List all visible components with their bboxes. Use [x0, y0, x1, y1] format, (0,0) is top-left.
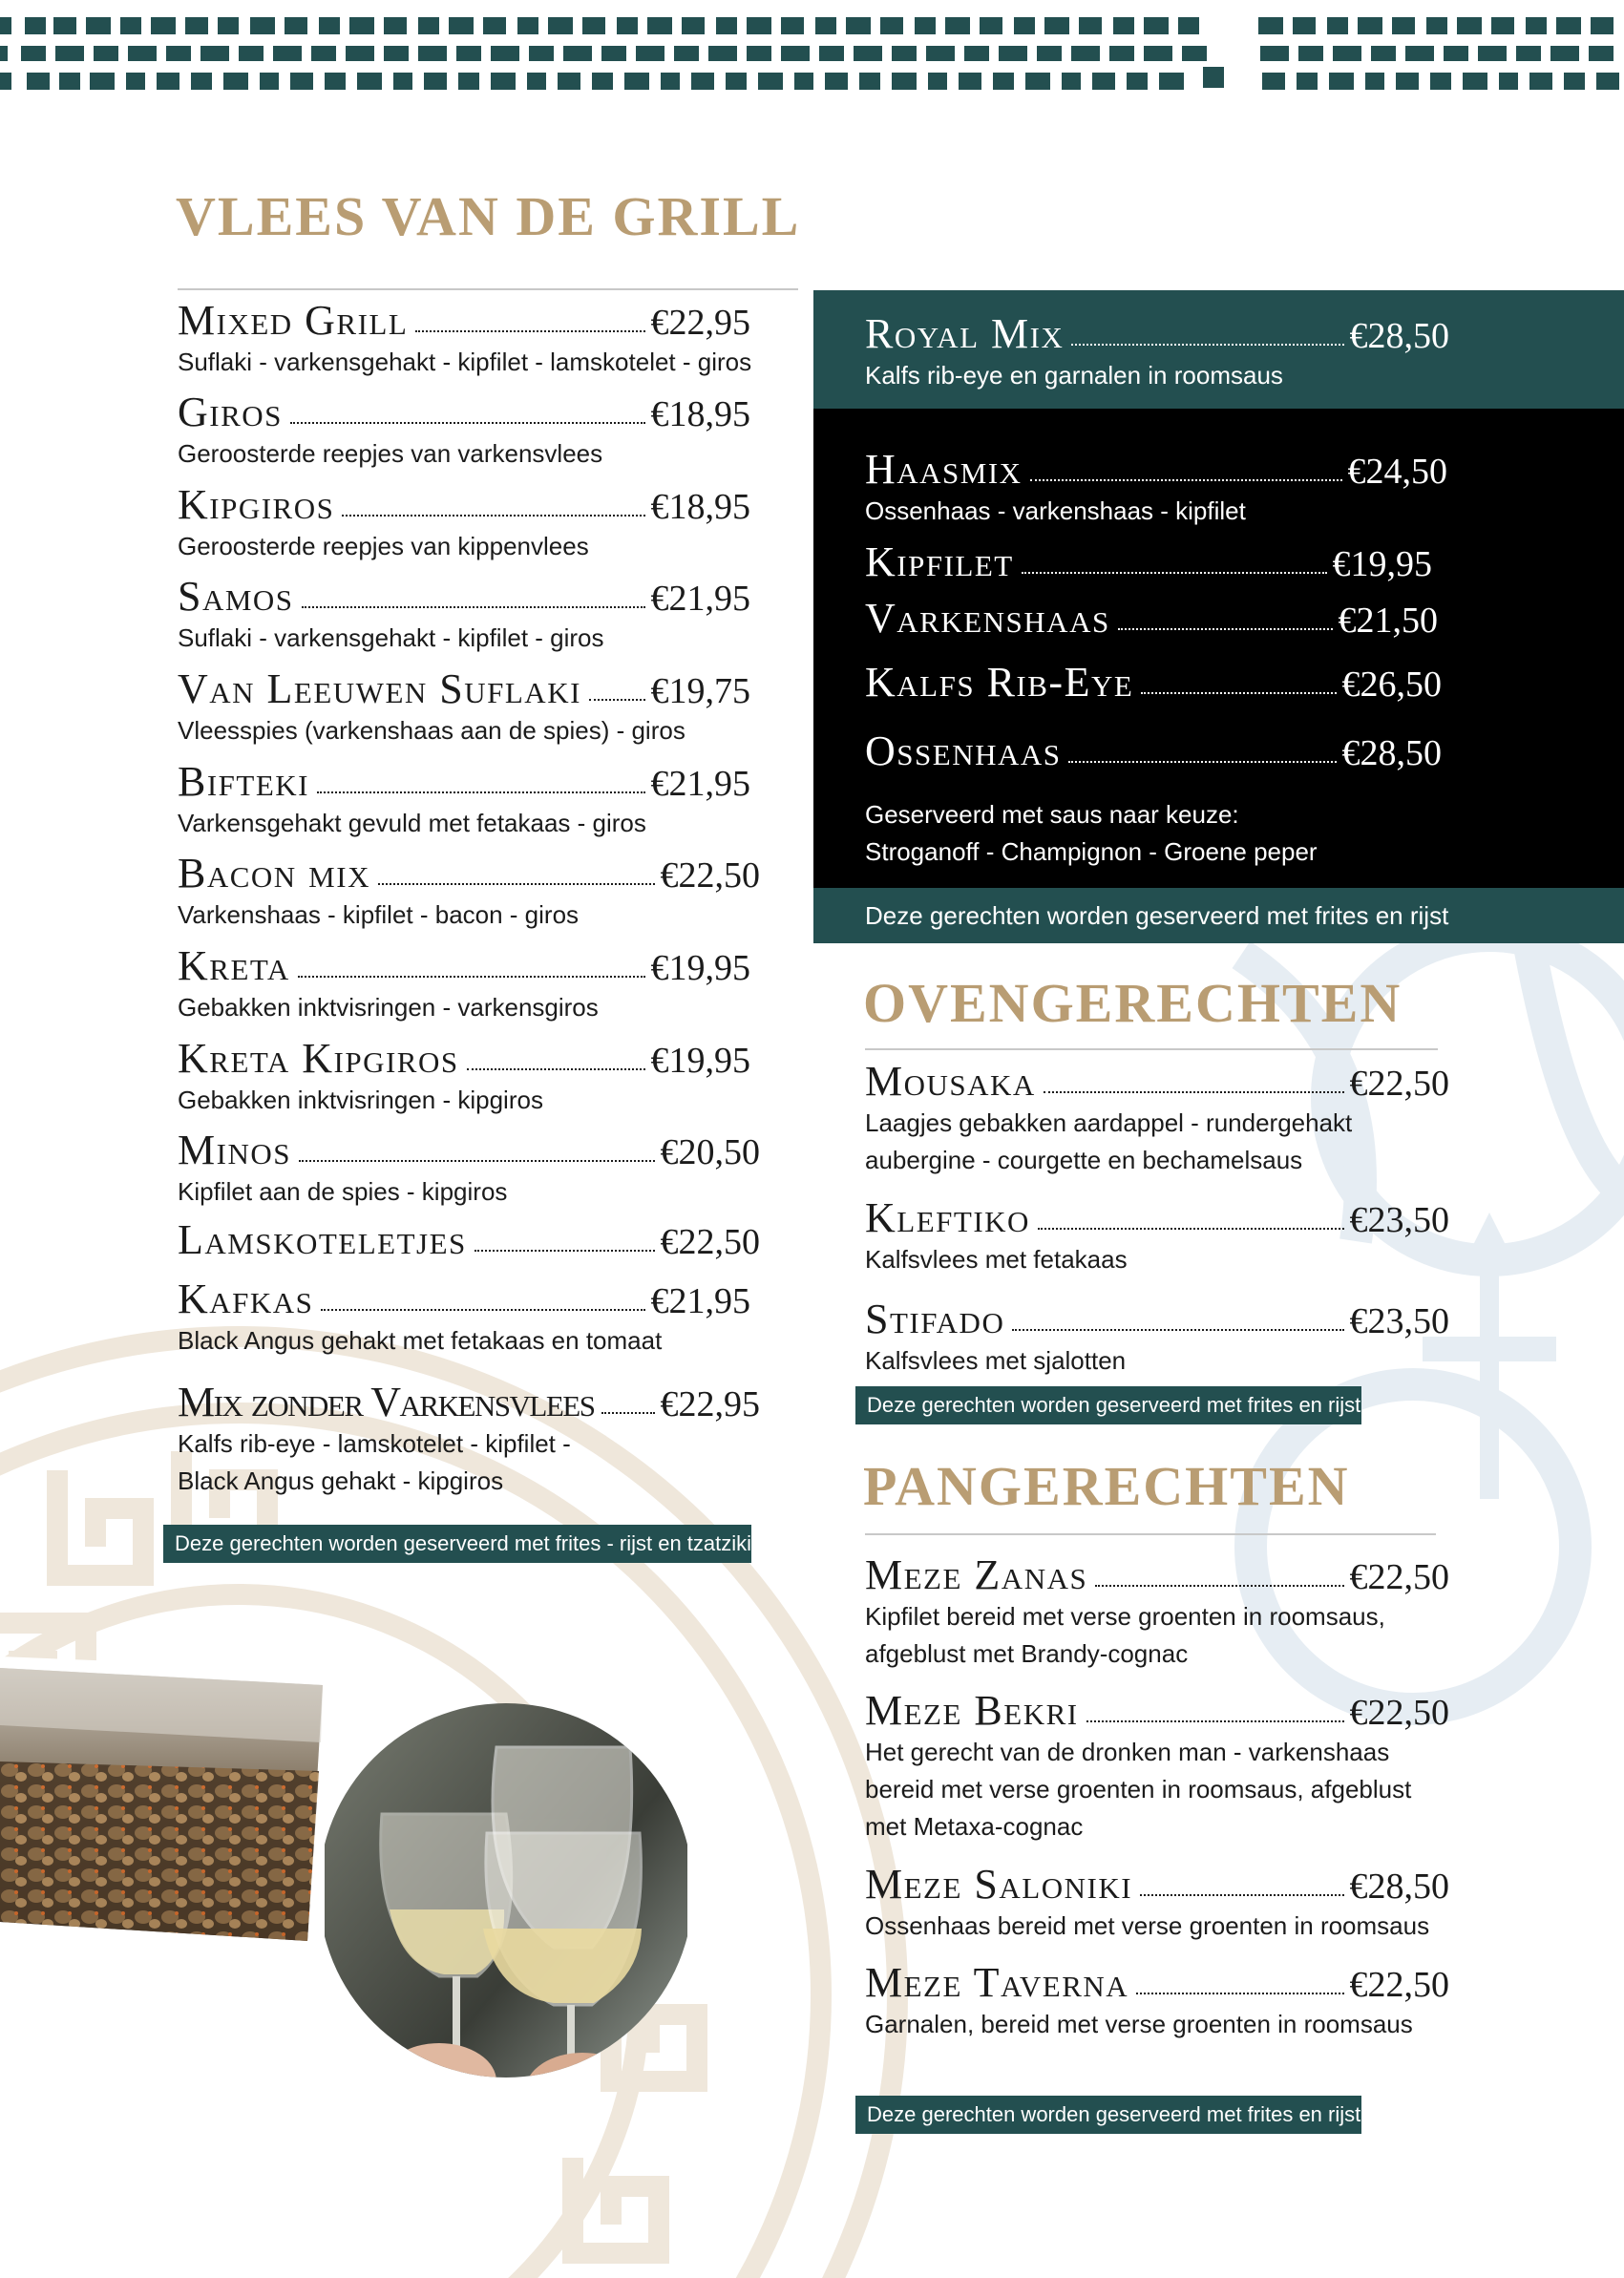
item-price: €19,95: [1332, 544, 1432, 584]
item-name: Kreta: [178, 942, 290, 989]
menu-item-samos: [178, 573, 750, 657]
grill-serving-note: Deze gerechten worden geserveerd met frites - rijst en tzatziki: [163, 1525, 751, 1563]
grill-title-divider: [178, 288, 798, 290]
leader-dots: [342, 515, 644, 517]
item-description: Het gerecht van de dronken man - varkenshaas: [865, 1738, 1390, 1766]
item-name: Bifteki: [178, 758, 309, 805]
leader-dots: [298, 976, 645, 978]
item-description: afgeblust met Brandy-cognac: [865, 1639, 1189, 1668]
item-description: Gebakken inktvisringen - kipgiros: [178, 1086, 543, 1114]
item-name: Meze Saloniki: [865, 1861, 1133, 1908]
item-description: Geroosterde reepjes van kippenvlees: [178, 532, 589, 560]
item-description: Garnalen, bereid met verse groenten in roomsaus: [865, 2010, 1413, 2038]
leader-dots: [1141, 692, 1336, 694]
item-name: Giros: [178, 389, 283, 435]
menu-item-meze-zanas: [865, 1551, 1449, 1673]
item-price: €24,50: [1347, 452, 1447, 492]
menu-item-ossenhaas: [865, 730, 1442, 772]
menu-item-giros: [178, 391, 750, 473]
steaks-serving-note: Deze gerechten worden geserveerd met frites en rijst: [813, 888, 1624, 943]
leader-dots: [378, 883, 655, 885]
item-description: bereid met verse groenten in roomsaus, afgeblust: [865, 1775, 1412, 1803]
pan-serving-note: Deze gerechten worden geserveerd met frites en rijst: [855, 2096, 1361, 2134]
wine-glasses-photo: [325, 1671, 687, 2115]
item-price: €22,50: [1349, 1965, 1449, 2005]
item-description: met Metaxa-cognac: [865, 1812, 1084, 1841]
menu-item-meze-saloniki: [865, 1861, 1449, 1945]
item-name: Meze Bekri: [865, 1687, 1079, 1734]
item-name: Kleftiko: [865, 1194, 1030, 1241]
leader-dots: [290, 422, 645, 424]
sauce-heading: Geserveerd met saus naar keuze:: [865, 800, 1239, 829]
item-description: Varkenshaas - kipfilet - bacon - giros: [178, 900, 580, 929]
item-price: €19,95: [650, 1041, 750, 1081]
item-description: Kalfs rib-eye - lamskotelet - kipfilet -: [178, 1429, 571, 1458]
menu-item-lamskoteletjes: [178, 1216, 760, 1263]
item-description: Suflaki - varkensgehakt - kipfilet - lamskotelet - giros: [178, 348, 752, 376]
menu-item-kleftiko: [865, 1194, 1449, 1278]
item-name: Mix zonder Varkensvlees: [178, 1379, 595, 1425]
menu-item-kreta: [178, 942, 750, 1026]
item-name: Mixed Grill: [178, 297, 409, 344]
pan-title-divider: [865, 1533, 1436, 1535]
menu-item-van-leeuwen-suflaki: [178, 665, 750, 749]
leader-dots: [1012, 1329, 1343, 1331]
item-description: Ossenhaas - varkenshaas - kipfilet: [865, 496, 1246, 525]
menu-item-mixed-grill: [178, 297, 752, 381]
item-name: Kreta Kipgiros: [178, 1035, 459, 1082]
item-name: Royal Mix: [865, 310, 1065, 357]
menu-item-kreta-kipgiros: [178, 1035, 750, 1119]
item-description: Kalfsvlees met fetakaas: [865, 1245, 1128, 1274]
menu-item-bifteki: [178, 758, 750, 842]
leader-dots: [1095, 1585, 1343, 1587]
item-name: Kalfs Rib-Eye: [865, 659, 1134, 706]
leader-dots: [1071, 344, 1343, 346]
item-name: Varkenshaas: [865, 595, 1110, 642]
item-price: €19,95: [650, 948, 750, 988]
item-name: Van Leeuwen Suflaki: [178, 665, 581, 712]
menu-item-kipgiros: [178, 481, 750, 565]
item-price: €22,95: [650, 303, 750, 343]
item-description: Suflaki - varkensgehakt - kipfilet - giros: [178, 623, 604, 652]
leader-dots: [321, 1309, 644, 1311]
pan-section-title: PANGERECHTEN: [863, 1455, 1350, 1517]
grill-photo: [0, 1656, 363, 2034]
oven-section-title: OVENGERECHTEN: [863, 972, 1403, 1034]
oven-title-divider: [865, 1048, 1438, 1050]
menu-item-minos: [178, 1129, 760, 1211]
menu-item-mousaka: [865, 1058, 1449, 1179]
leader-dots: [589, 699, 645, 701]
menu-item-haasmix: [865, 446, 1447, 530]
leader-dots: [415, 330, 644, 332]
item-description: Kalfsvlees met sjalotten: [865, 1346, 1127, 1375]
item-description: Varkensgehakt gevuld met fetakaas - giros: [178, 809, 646, 837]
item-price: €28,50: [1349, 316, 1449, 356]
item-description: Laagjes gebakken aardappel - rundergehakt: [865, 1108, 1353, 1137]
item-name: Mousaka: [865, 1058, 1036, 1105]
leader-dots: [299, 1160, 655, 1162]
grill-section-title: VLEES VAN DE GRILL: [176, 185, 801, 247]
item-description: Ossenhaas bereid met verse groenten in roomsaus: [865, 1911, 1430, 1940]
item-description: Gebakken inktvisringen - varkensgiros: [178, 993, 599, 1022]
item-description: Black Angus gehakt met fetakaas en tomaat: [178, 1326, 663, 1355]
menu-item-meze-bekri: [865, 1687, 1449, 1846]
leader-dots: [1118, 628, 1333, 630]
item-name: Kafkas: [178, 1276, 314, 1322]
item-price: €18,95: [650, 394, 750, 434]
item-price: €22,50: [1349, 1557, 1449, 1597]
leader-dots: [1030, 479, 1342, 481]
leader-dots: [475, 1250, 655, 1252]
item-name: Meze Taverna: [865, 1959, 1129, 2006]
item-price: €19,75: [650, 671, 750, 711]
leader-dots: [1140, 1894, 1343, 1896]
leader-dots: [1044, 1091, 1344, 1093]
item-name: Bacon mix: [178, 850, 370, 896]
menu-item-kafkas: [178, 1278, 750, 1360]
item-name: Meze Zanas: [865, 1551, 1088, 1598]
item-description: Kalfs rib-eye en garnalen in roomsaus: [865, 361, 1283, 390]
item-name: Kipfilet: [865, 538, 1014, 585]
item-name: Stifado: [865, 1296, 1005, 1342]
item-price: €21,95: [650, 579, 750, 619]
item-price: €23,50: [1349, 1200, 1449, 1240]
sauce-options: Stroganoff - Champignon - Groene peper: [865, 837, 1318, 866]
item-description: aubergine - courgette en bechamelsaus: [865, 1146, 1303, 1174]
leader-dots: [317, 791, 645, 793]
item-price: €22,50: [660, 1222, 760, 1262]
item-price: €20,50: [660, 1132, 760, 1172]
leader-dots: [467, 1068, 645, 1070]
item-price: €28,50: [1349, 1867, 1449, 1907]
item-name: Minos: [178, 1127, 291, 1173]
menu-item-mix-zonder-varkensvlees: [178, 1379, 760, 1500]
item-price: €21,95: [650, 1281, 750, 1321]
menu-item-meze-taverna: [865, 1959, 1449, 2043]
item-description: Kipfilet bereid met verse groenten in roomsaus,: [865, 1602, 1385, 1631]
item-name: Haasmix: [865, 446, 1023, 493]
menu-item-stifado: [865, 1298, 1449, 1380]
menu-item-kipfilet: [865, 538, 1432, 585]
item-price: €22,50: [1349, 1693, 1449, 1733]
leader-dots: [302, 606, 645, 608]
leader-dots: [601, 1412, 654, 1414]
item-price: €18,95: [650, 487, 750, 527]
item-description: Kipfilet aan de spies - kipgiros: [178, 1177, 508, 1206]
oven-serving-note: Deze gerechten worden geserveerd met frites en rijst: [855, 1386, 1361, 1424]
item-price: €22,95: [660, 1384, 760, 1424]
item-price: €22,50: [660, 855, 760, 896]
leader-dots: [1068, 761, 1336, 763]
item-price: €21,50: [1338, 601, 1438, 641]
leader-dots: [1136, 1993, 1343, 1994]
leader-dots: [1038, 1228, 1344, 1230]
item-name: Kipgiros: [178, 481, 335, 528]
item-price: €28,50: [1341, 733, 1442, 773]
item-description: Vleesspies (varkenshaas aan de spies) - giros: [178, 716, 685, 745]
menu-item-bacon-mix: [178, 850, 760, 934]
item-price: €23,50: [1349, 1301, 1449, 1341]
item-name: Ossenhaas: [865, 728, 1062, 774]
item-description: Black Angus gehakt - kipgiros: [178, 1466, 504, 1495]
leader-dots: [1022, 572, 1327, 574]
item-price: €21,95: [650, 764, 750, 804]
item-description: Geroosterde reepjes van varkensvlees: [178, 439, 603, 468]
leader-dots: [1086, 1720, 1344, 1722]
item-price: €26,50: [1341, 664, 1442, 705]
menu-item-varkenshaas: [865, 595, 1438, 642]
menu-item-royal-mix: [865, 310, 1449, 394]
sauce-info: [865, 796, 1318, 871]
item-price: €22,50: [1349, 1064, 1449, 1104]
menu-item-kalfs-rib-eye: [865, 659, 1442, 706]
item-name: Samos: [178, 573, 294, 620]
item-name: Lamskoteletjes: [178, 1216, 467, 1263]
